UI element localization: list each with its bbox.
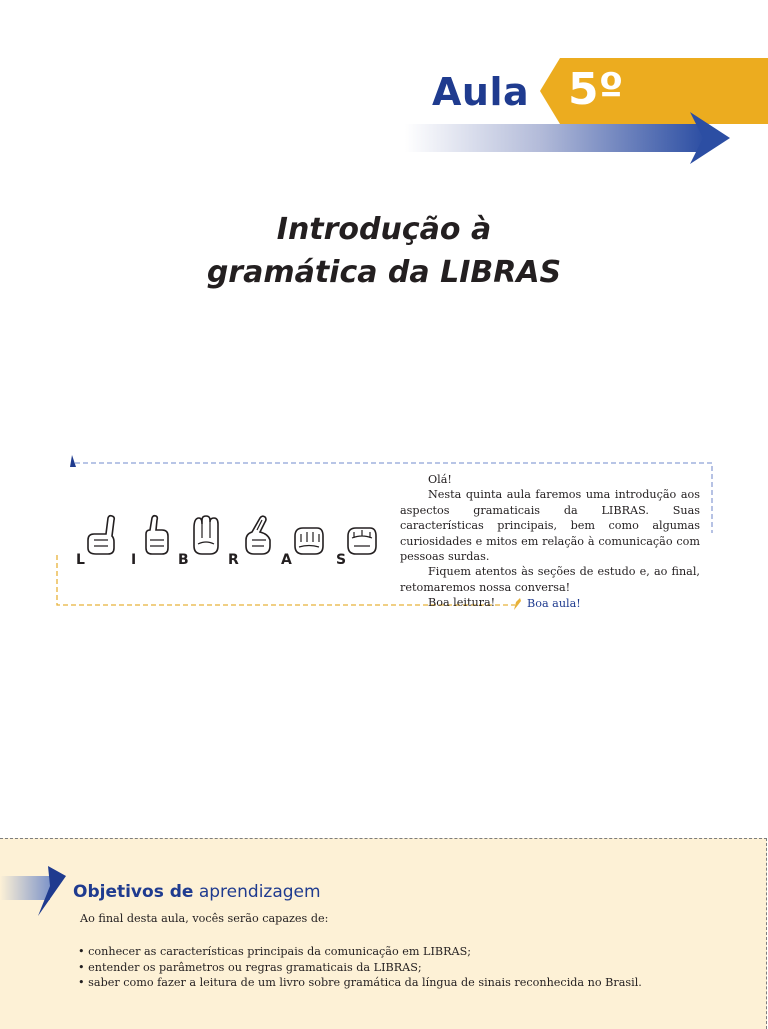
list-item: • conhecer as características principais da comunicação em LIBRAS;	[78, 945, 472, 958]
objectives-title	[73, 882, 321, 902]
lesson-number: 5º	[568, 64, 624, 115]
pin-icon	[512, 598, 522, 610]
list-item: • saber como fazer a leitura de um livro sobre gramática da língua de sinais reconhecida no Brasil.	[78, 976, 642, 989]
intro-message	[400, 472, 700, 611]
objectives-box	[0, 838, 767, 1029]
hand-sign-a-icon	[291, 514, 327, 556]
objectives-title-light: aprendizagem	[198, 882, 321, 902]
intro-paragraph: Fiquem atentos às seções de estudo e, ao final, retomaremos nossa conversa!	[400, 565, 700, 594]
page-title-line-1: Introdução à	[276, 212, 492, 247]
sign-off-text: Boa aula!	[527, 597, 581, 610]
hand-sign-b-icon	[188, 514, 224, 556]
fingerspelling-letter: S	[336, 552, 347, 568]
hand-sign-i-icon	[138, 514, 174, 556]
objectives-intro: Ao final desta aula, vocês serão capazes de:	[80, 912, 329, 925]
list-item: • entender os parâmetros ou regras gramaticais da LIBRAS;	[78, 960, 422, 974]
intro-greeting: Olá!	[428, 473, 452, 486]
hand-sign-s-icon	[344, 514, 380, 556]
objectives-list	[78, 944, 642, 991]
lesson-label: Aula	[432, 70, 530, 114]
fingerspelling-letter: I	[131, 552, 137, 568]
fingerspelling-letter: R	[228, 552, 239, 568]
fingerspelling-letter: B	[178, 552, 189, 568]
fingerspelling-letter: A	[281, 552, 292, 568]
hand-sign-r-icon	[240, 514, 276, 556]
hand-sign-l-icon	[84, 514, 124, 556]
page-title-line-2: gramática da LIBRAS	[206, 255, 562, 290]
libras-fingerspelling	[76, 514, 386, 574]
objectives-arrow-icon	[0, 866, 68, 916]
intro-closing: Boa leitura!	[428, 596, 496, 610]
header-arrow-icon	[405, 110, 730, 166]
intro-paragraph: Nesta quinta aula faremos uma introdução aos aspectos gramaticais da LIBRAS. Suas características principais, bem como algumas curiosidades e mitos em relação à comunicação com pessoas surdas.	[400, 488, 700, 564]
objectives-title-bold: Objetivos de	[73, 882, 194, 902]
fingerspelling-letter: L	[76, 552, 85, 568]
